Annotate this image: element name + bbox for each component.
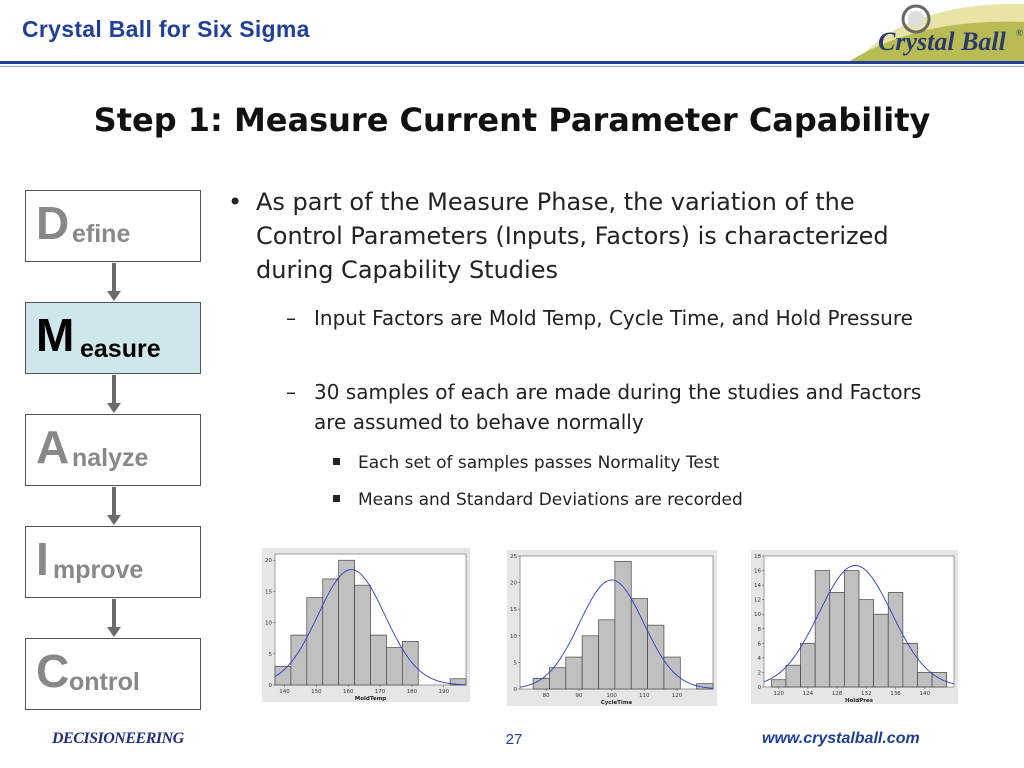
phase-label: mprove: [53, 556, 144, 584]
histogram-bar: [815, 571, 830, 687]
y-tick-label: 2: [757, 670, 761, 677]
y-tick-label: 16: [754, 568, 761, 575]
y-tick-label: 14: [754, 583, 761, 590]
phase-initial: A: [36, 421, 70, 473]
histogram-moldtemp: [262, 548, 470, 702]
y-tick-label: 5: [268, 651, 272, 658]
x-tick-label: 140: [919, 691, 931, 697]
x-tick-label: 180: [406, 689, 418, 695]
histogram-bar: [830, 592, 845, 687]
histogram-bar: [917, 672, 932, 687]
histogram-bar: [386, 648, 402, 685]
decisioneering-logo: DECISIONEERING: [52, 730, 184, 747]
histogram-bar: [844, 571, 859, 687]
down-arrow-icon: [107, 487, 121, 525]
bullet-dash: –: [286, 306, 296, 330]
y-tick-label: 18: [754, 554, 761, 560]
x-tick-label: 136: [890, 691, 901, 697]
x-tick-label: 170: [374, 689, 386, 695]
histogram-bar: [599, 620, 615, 689]
x-axis-label: MoldTemp: [354, 696, 387, 702]
y-tick-label: 10: [265, 620, 272, 627]
y-tick-label: 0: [268, 683, 272, 689]
x-tick-label: 132: [861, 691, 872, 697]
header-rule: [0, 61, 1024, 64]
x-tick-label: 150: [311, 689, 322, 695]
histogram-bar: [371, 635, 387, 685]
y-tick-label: 10: [754, 612, 761, 619]
y-tick-label: 20: [265, 558, 272, 565]
phase-label: nalyze: [72, 444, 149, 472]
phase-initial: D: [36, 197, 70, 249]
histogram-bar: [533, 678, 549, 689]
y-tick-label: 15: [265, 589, 272, 596]
x-tick-label: 90: [575, 693, 583, 699]
phase-initial: C: [36, 645, 70, 697]
website-url: www.crystalball.com: [762, 730, 920, 747]
x-tick-label: 120: [671, 693, 683, 699]
x-tick-label: 160: [342, 689, 354, 695]
histogram-bar: [786, 665, 801, 687]
histogram-bar: [549, 668, 565, 689]
histogram-bar: [801, 643, 816, 687]
sub-bullet-text: Input Factors are Mold Temp, Cycle Time, and Hold Pressure: [314, 306, 913, 330]
histogram-bar: [582, 636, 598, 689]
histogram-bar: [355, 585, 371, 685]
header-rule-thin: [0, 66, 1024, 67]
x-tick-label: 128: [831, 691, 843, 697]
histogram-bar: [874, 614, 889, 687]
x-tick-label: 80: [542, 693, 550, 699]
y-tick-label: 15: [510, 607, 517, 614]
bullet-main-text: As part of the Measure Phase, the variation of the Control Parameters (Inputs, Factors) is characterized during Capability Studies: [256, 188, 889, 284]
y-tick-label: 10: [510, 633, 517, 640]
phase-define: [25, 190, 201, 262]
phase-analyze: [25, 414, 201, 486]
y-tick-label: 0: [513, 687, 517, 693]
histogram-bar: [631, 599, 647, 689]
phase-label: ontrol: [69, 668, 140, 696]
square-bullet-icon: [333, 458, 340, 465]
sub-bullet-text: 30 samples of each are made during the studies and Factors are assumed to behave normally: [314, 380, 922, 434]
page-number: 27: [505, 731, 523, 748]
bullet-dash: –: [286, 380, 296, 404]
histogram-bar: [275, 666, 291, 685]
y-tick-label: 6: [757, 641, 761, 648]
phase-measure: [25, 302, 201, 374]
histogram-bar: [323, 579, 339, 685]
histogram-bar: [615, 561, 631, 689]
x-axis-label: CycleTime: [600, 700, 633, 706]
histogram-bar: [402, 641, 418, 685]
x-tick-label: 120: [773, 691, 784, 697]
histogram-bar: [932, 672, 947, 687]
square-bullet-icon: [333, 495, 340, 502]
histogram-bar: [664, 657, 680, 689]
down-arrow-icon: [107, 599, 121, 637]
phase-label: easure: [80, 335, 161, 363]
y-tick-label: 12: [754, 597, 761, 604]
x-tick-label: 124: [802, 691, 814, 697]
svg-text:®: ®: [1016, 28, 1023, 38]
x-tick-label: 140: [279, 689, 290, 695]
histogram-bar: [771, 680, 786, 687]
sub-sub-bullet-text: Each set of samples passes Normality Test: [358, 453, 720, 473]
svg-text:Crystal Ball: Crystal Ball: [878, 27, 1006, 56]
y-tick-label: 4: [757, 655, 761, 662]
y-tick-label: 0: [757, 685, 761, 691]
histogram-holdpres: [751, 550, 958, 704]
bullet-dot: •: [228, 188, 243, 216]
histogram-bar: [888, 592, 903, 687]
slide-title: Step 1: Measure Current Parameter Capability: [93, 101, 931, 139]
x-tick-label: 100: [606, 693, 617, 699]
y-tick-label: 25: [510, 554, 517, 560]
x-axis-label: HoldPres: [845, 698, 873, 704]
y-tick-label: 20: [510, 580, 517, 587]
phase-label: efine: [72, 220, 131, 248]
crystal-ball-logo: [848, 0, 1024, 62]
histogram-bar: [903, 643, 918, 687]
sub-sub-bullet-text: Means and Standard Deviations are recorded: [358, 490, 743, 510]
x-tick-label: 190: [438, 689, 449, 695]
histogram-bar: [566, 657, 582, 689]
phase-control: [25, 638, 201, 710]
histogram-cycletime: [507, 550, 717, 706]
down-arrow-icon: [107, 263, 121, 301]
y-tick-label: 5: [513, 660, 517, 667]
x-tick-label: 110: [639, 693, 650, 699]
phase-initial: I: [36, 533, 49, 585]
y-tick-label: 8: [757, 626, 761, 633]
phase-improve: [25, 526, 201, 598]
down-arrow-icon: [107, 375, 121, 413]
histogram-bar: [859, 600, 874, 687]
histogram-bar: [339, 560, 355, 685]
presentation-title: Crystal Ball for Six Sigma: [22, 16, 310, 42]
phase-initial: M: [36, 309, 75, 361]
